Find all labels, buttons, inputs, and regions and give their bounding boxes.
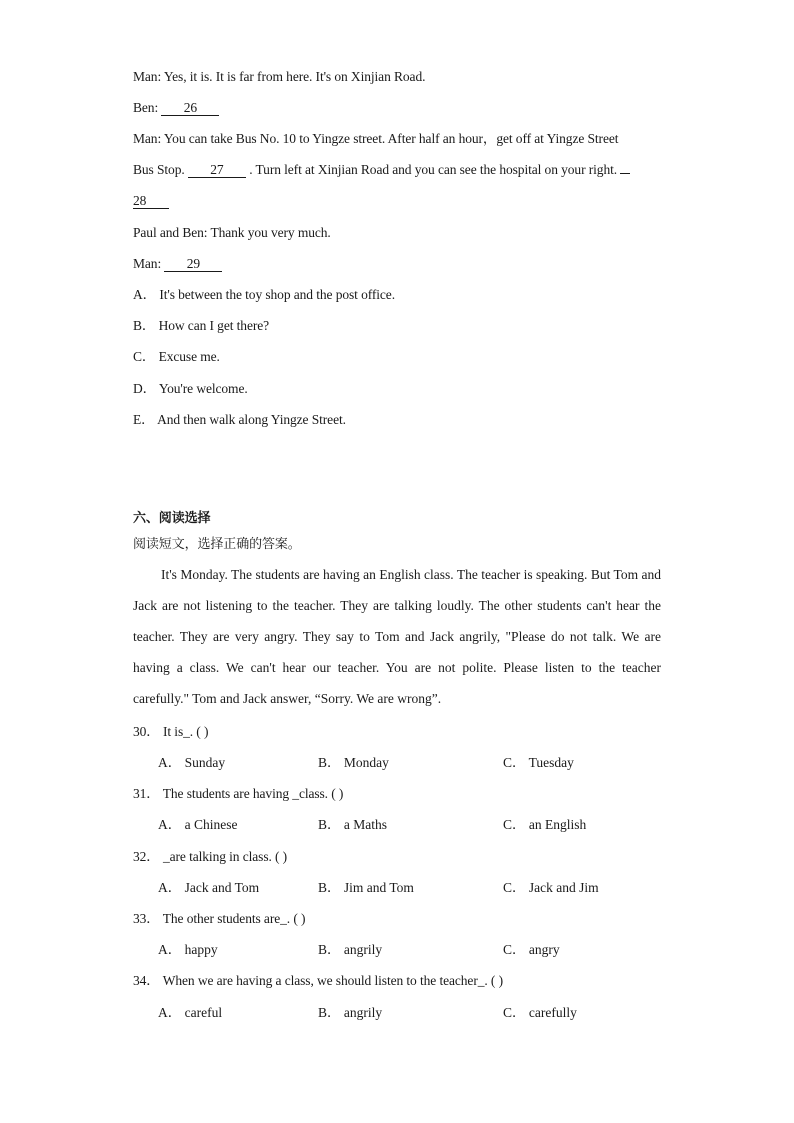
q30-option-c[interactable]: C． Tuesday	[503, 755, 574, 770]
question-30: 30． It is_. ( )	[133, 724, 209, 739]
q33-option-a[interactable]: A． happy	[158, 942, 218, 957]
blank-28[interactable]: 28	[133, 193, 169, 209]
section-title: 六、阅读选择	[133, 511, 211, 526]
speaker-ben: Ben:	[133, 100, 162, 115]
dialogue-line-1: Man: Yes, it is. It is far from here. It's on Xinjian Road.	[133, 69, 426, 84]
question-31: 31． The students are having _class. ( )	[133, 786, 344, 801]
q33-option-b[interactable]: B． angrily	[318, 942, 383, 957]
q34-option-a[interactable]: A． careful	[158, 1005, 223, 1020]
section-instruction: 阅读短文，选择正确的答案。	[133, 537, 301, 552]
q32-option-b[interactable]: B． Jim and Tom	[318, 880, 414, 895]
choice-b: B． How can I get there?	[133, 318, 270, 333]
dialogue-line-6: Paul and Ben: Thank you very much.	[133, 225, 331, 240]
dialogue-line-4-pre: Bus Stop.	[133, 162, 188, 177]
q30-option-b[interactable]: B． Monday	[318, 755, 389, 770]
question-32: 32． _are talking in class. ( )	[133, 849, 288, 864]
q33-option-c[interactable]: C． angry	[503, 942, 560, 957]
q32-option-c[interactable]: C． Jack and Jim	[503, 880, 599, 895]
question-33: 33． The other students are_. ( )	[133, 911, 306, 926]
dialogue-line-5	[133, 192, 169, 210]
q31-option-c[interactable]: C． an English	[503, 817, 587, 832]
q32-option-a[interactable]: A． Jack and Tom	[158, 880, 260, 895]
dialogue-line-2	[133, 99, 219, 117]
blank-28-start	[620, 173, 630, 174]
choice-e: E． And then walk along Yingze Street.	[133, 412, 346, 427]
q30-option-a[interactable]: A． Sunday	[158, 755, 226, 770]
speaker-man: Man:	[133, 256, 165, 271]
blank-26[interactable]: 26	[161, 100, 219, 116]
q34-option-b[interactable]: B． angrily	[318, 1005, 383, 1020]
dialogue-line-4	[133, 161, 630, 179]
q31-option-b[interactable]: B． a Maths	[318, 817, 387, 832]
q31-option-a[interactable]: A． a Chinese	[158, 817, 238, 832]
blank-27[interactable]: 27	[188, 162, 246, 178]
reading-passage: It's Monday. The students are having an English class. The teacher is speaking. But Tom and Jack are not listening to the teacher. They are talking loudly. The other students can't hear the teacher. They are very angry. They say to Tom and Jack angrily, "Please do not talk. We are having a class. We can't hear our teacher. You are not polite. Please listen to the teacher carefully." Tom and Jack answer, “Sorry. We are wrong”.	[133, 567, 661, 706]
choice-c: C． Excuse me.	[133, 349, 220, 364]
choice-d: D． You're welcome.	[133, 381, 248, 396]
blank-29[interactable]: 29	[164, 256, 222, 272]
dialogue-line-7	[133, 255, 222, 273]
dialogue-line-4-post: . Turn left at Xinjian Road and you can see the hospital on your right.	[249, 162, 621, 177]
q34-option-c[interactable]: C． carefully	[503, 1005, 577, 1020]
dialogue-line-3: Man: You can take Bus No. 10 to Yingze street. After half an hour，get off at Yingze Street	[133, 131, 619, 146]
choice-a: A． It's between the toy shop and the post office.	[133, 287, 395, 302]
question-34: 34． When we are having a class, we should listen to the teacher_. ( )	[133, 973, 503, 988]
